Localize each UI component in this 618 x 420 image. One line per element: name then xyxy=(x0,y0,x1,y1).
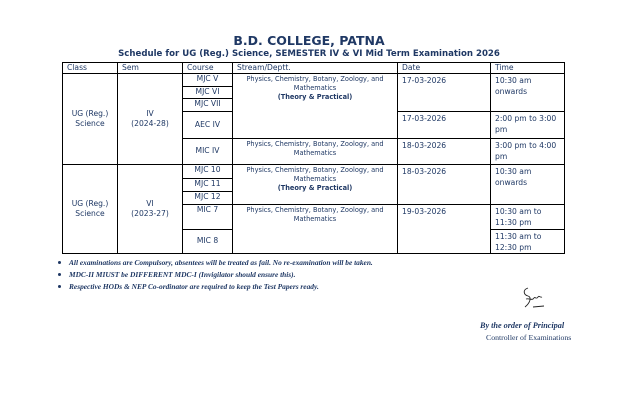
date-cell: 17-03-2026 xyxy=(397,111,491,139)
sem-cell xyxy=(117,73,183,165)
stream-cell xyxy=(232,73,398,139)
sem-line1: IV xyxy=(146,108,154,118)
course-cell: MJC VI xyxy=(182,86,233,99)
column-header-course: Course xyxy=(182,62,233,74)
class-cell xyxy=(62,164,118,254)
date-cell: 18-03-2026 xyxy=(397,164,491,205)
course-cell: MIC IV xyxy=(182,138,233,165)
sem-line2: (2024-28) xyxy=(131,119,169,128)
stream-note: (Theory & Practical) xyxy=(277,93,353,101)
column-header-sem: Sem xyxy=(117,62,183,74)
signatory-title: Controller of Examinations xyxy=(486,333,572,342)
stream-cell: Physics, Chemistry, Botany, Zoology, and Mathematics xyxy=(232,138,398,165)
bullet-icon xyxy=(58,285,61,288)
date-cell: 18-03-2026 xyxy=(397,138,491,165)
signature-icon xyxy=(518,285,548,315)
college-title: B.D. COLLEGE, PATNA xyxy=(233,33,385,48)
bullet-icon xyxy=(58,261,61,264)
column-header-date: Date xyxy=(397,62,491,74)
course-cell: MIC 8 xyxy=(182,229,233,254)
schedule-subtitle: Schedule for UG (Reg.) Science, SEMESTER IV & VI Mid Term Examination 2026 xyxy=(118,49,500,59)
course-cell: MJC 12 xyxy=(182,191,233,205)
class-cell xyxy=(62,73,118,165)
time-cell: 3:00 pm to 4:00 pm xyxy=(490,138,565,165)
stream-subjects: Physics, Chemistry, Botany, Zoology, and Mathematics xyxy=(246,75,384,92)
note-text: All examinations are Compulsory, absentees will be treated as fail. No re-examination will be taken. xyxy=(69,257,373,267)
note-text: Respective HODs & NEP Co-ordinator are required to keep the Test Papers ready. xyxy=(69,281,319,291)
sem-line1: VI xyxy=(146,198,154,208)
course-cell: MJC 11 xyxy=(182,178,233,192)
course-cell: MIC 7 xyxy=(182,204,233,230)
time-cell: 11:30 am to 12:30 pm xyxy=(490,229,565,254)
note-item xyxy=(58,256,373,268)
column-header-stream: Stream/Deptt. xyxy=(232,62,398,74)
column-header-class: Class xyxy=(62,62,118,74)
notes-list xyxy=(58,256,373,292)
date-cell: 19-03-2026 xyxy=(397,204,491,254)
time-cell: 10:30 am to 11:30 pm xyxy=(490,204,565,230)
stream-cell: Physics, Chemistry, Botany, Zoology, and Mathematics xyxy=(232,204,398,254)
course-cell: MJC 10 xyxy=(182,164,233,179)
course-cell: MJC VII xyxy=(182,98,233,112)
bullet-icon xyxy=(58,273,61,276)
note-item xyxy=(58,268,373,280)
column-header-time: Time xyxy=(490,62,565,74)
time-cell: 10:30 am onwards xyxy=(490,73,565,112)
class-line2: Science xyxy=(75,119,105,128)
time-cell: 2:00 pm to 3:00 pm xyxy=(490,111,565,139)
class-line1: UG (Reg.) xyxy=(71,108,109,118)
stream-note: (Theory & Practical) xyxy=(277,184,353,192)
course-cell: AEC IV xyxy=(182,111,233,139)
note-text: MDC-II MIUST be DIFFERENT MDC-I (Invigilator should ensure this). xyxy=(69,269,296,279)
order-line: By the order of Principal xyxy=(480,321,565,330)
stream-cell xyxy=(232,164,398,205)
sem-cell xyxy=(117,164,183,254)
sem-line2: (2023-27) xyxy=(131,209,169,218)
class-line2: Science xyxy=(75,209,105,218)
course-cell: MJC V xyxy=(182,73,233,87)
stream-subjects: Physics, Chemistry, Botany, Zoology, and Mathematics xyxy=(246,166,384,183)
time-cell: 10:30 am onwards xyxy=(490,164,565,205)
class-line1: UG (Reg.) xyxy=(71,198,109,208)
note-item xyxy=(58,280,373,292)
date-cell: 17-03-2026 xyxy=(397,73,491,112)
